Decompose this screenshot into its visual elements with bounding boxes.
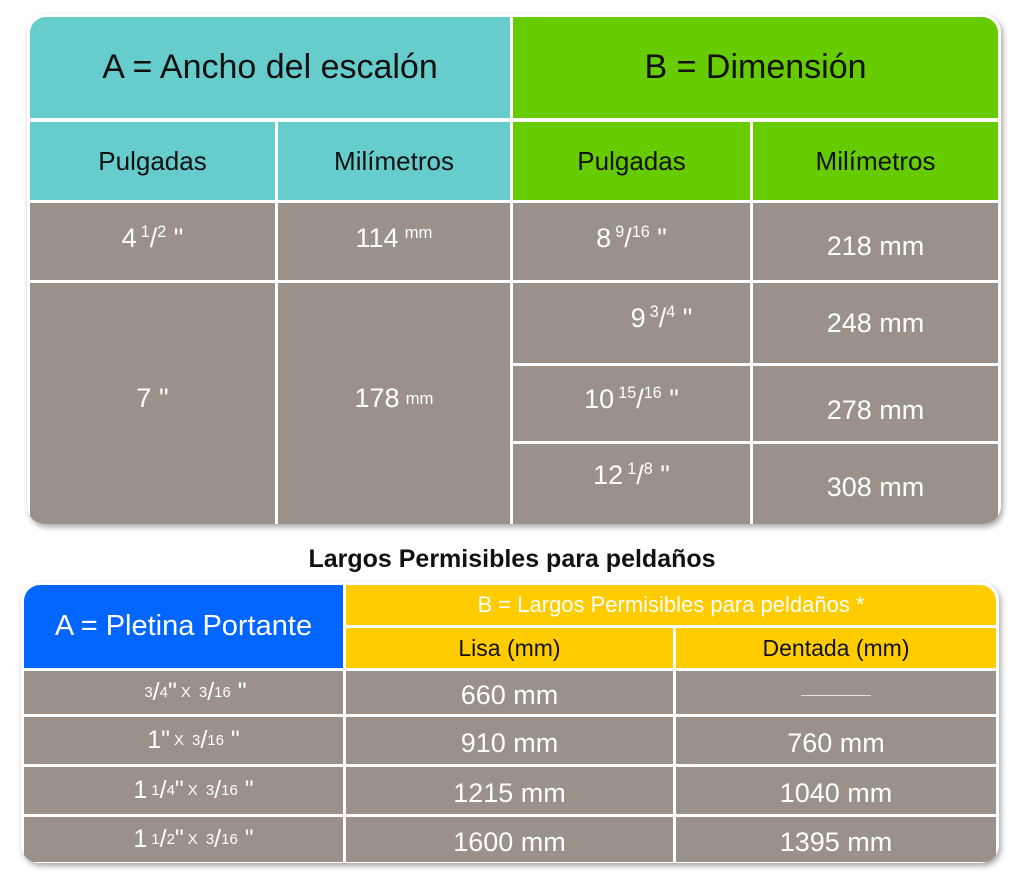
fraction-num: 3 bbox=[191, 732, 201, 749]
pletina-cell: 3 / 4 " X 3 / 16 " bbox=[24, 671, 343, 714]
section-title: Largos Permisibles para peldaños bbox=[308, 545, 716, 573]
fraction-den: 2 bbox=[166, 831, 175, 848]
a-pulgadas-cell: 4 $^1$ / 2 " bbox=[30, 203, 275, 280]
fraction-num: 3 bbox=[205, 782, 215, 799]
a-mm-cell: 114 mm bbox=[278, 203, 510, 280]
a-mm-cell: 178 mm bbox=[278, 283, 510, 524]
dentada-cell: 760 mm bbox=[676, 717, 996, 764]
col-b-pulgadas: Pulgadas bbox=[513, 122, 750, 200]
inch-mark: " bbox=[244, 776, 254, 804]
largos-table bbox=[21, 582, 999, 863]
inch-mark: " bbox=[167, 678, 177, 706]
inch-mark: " bbox=[161, 726, 170, 754]
dentada-cell: 1040 mm bbox=[676, 767, 996, 814]
times-sign: X bbox=[187, 831, 198, 848]
dentada-cell: 1395 mm bbox=[676, 817, 996, 862]
whole: 1 bbox=[133, 825, 148, 853]
whole: 1 bbox=[133, 776, 148, 804]
inch-mark: " bbox=[244, 825, 254, 853]
col-lisa: Lisa (mm) bbox=[346, 628, 673, 668]
b-mm-cell: 308 mm bbox=[753, 444, 998, 524]
b-mm-cell: 278 mm bbox=[753, 366, 998, 441]
header-pletina: A = Pletina Portante bbox=[24, 585, 343, 668]
b-mm-cell: 248 mm bbox=[753, 283, 998, 363]
inch-mark: " bbox=[230, 726, 240, 754]
pletina-cell: 1 " X 3 / 16 " bbox=[24, 717, 343, 764]
lisa-cell: 1215 mm bbox=[346, 767, 673, 814]
inch-mark: " bbox=[174, 776, 184, 804]
col-dentada: Dentada (mm) bbox=[676, 628, 996, 668]
fraction-num: 1 bbox=[151, 831, 160, 848]
b-pulgadas-cell: 8 $^9$ / 16 " bbox=[513, 203, 750, 280]
fraction-den: 4 bbox=[166, 782, 175, 799]
inch-mark: " bbox=[237, 678, 247, 706]
header-ancho: A = Ancho del escalón bbox=[30, 17, 510, 118]
a-pulgadas-cell: 7 " bbox=[30, 283, 275, 524]
fraction-den: 16 bbox=[221, 782, 238, 799]
header-dimension: B = Dimensión bbox=[513, 17, 998, 118]
fraction-den: 16 bbox=[207, 732, 224, 749]
lisa-cell: 910 mm bbox=[346, 717, 673, 764]
lisa-cell: 660 mm bbox=[346, 671, 673, 714]
times-sign: X bbox=[187, 782, 198, 799]
col-a-milimetros: Milímetros bbox=[278, 122, 510, 200]
header-largos: B = Largos Permisibles para peldaños * bbox=[346, 585, 996, 625]
fraction-den: 16 bbox=[221, 831, 238, 848]
fraction-den: 16 bbox=[214, 684, 231, 701]
col-b-milimetros: Milímetros bbox=[753, 122, 998, 200]
whole: 1 bbox=[147, 726, 162, 754]
b-mm-cell: 218 mm bbox=[753, 203, 998, 280]
b-pulgadas-cell: 10 $^{15}$ / 16 " bbox=[513, 366, 750, 441]
fraction-num: 3 bbox=[205, 831, 215, 848]
b-pulgadas-cell: 9 $^3$ / 4 " bbox=[513, 283, 750, 363]
b-pulgadas-cell: 12 $^1$ / 8 " bbox=[513, 444, 750, 524]
fraction-num: 1 bbox=[151, 782, 160, 799]
fraction-num: 3 bbox=[144, 684, 153, 701]
fraction-den: 4 bbox=[159, 684, 168, 701]
fraction-num: 3 bbox=[198, 684, 208, 701]
lisa-cell: 1600 mm bbox=[346, 817, 673, 862]
pletina-cell: 1 1 / 2 " X 3 / 16 " bbox=[24, 817, 343, 862]
pletina-cell: 1 1 / 4 " X 3 / 16 " bbox=[24, 767, 343, 814]
inch-mark: " bbox=[174, 825, 184, 853]
times-sign: X bbox=[173, 732, 184, 749]
dimension-table bbox=[27, 14, 1001, 524]
col-a-pulgadas: Pulgadas bbox=[30, 122, 275, 200]
dentada-cell bbox=[676, 671, 996, 714]
empty-dash bbox=[801, 695, 871, 696]
times-sign: X bbox=[180, 684, 191, 701]
